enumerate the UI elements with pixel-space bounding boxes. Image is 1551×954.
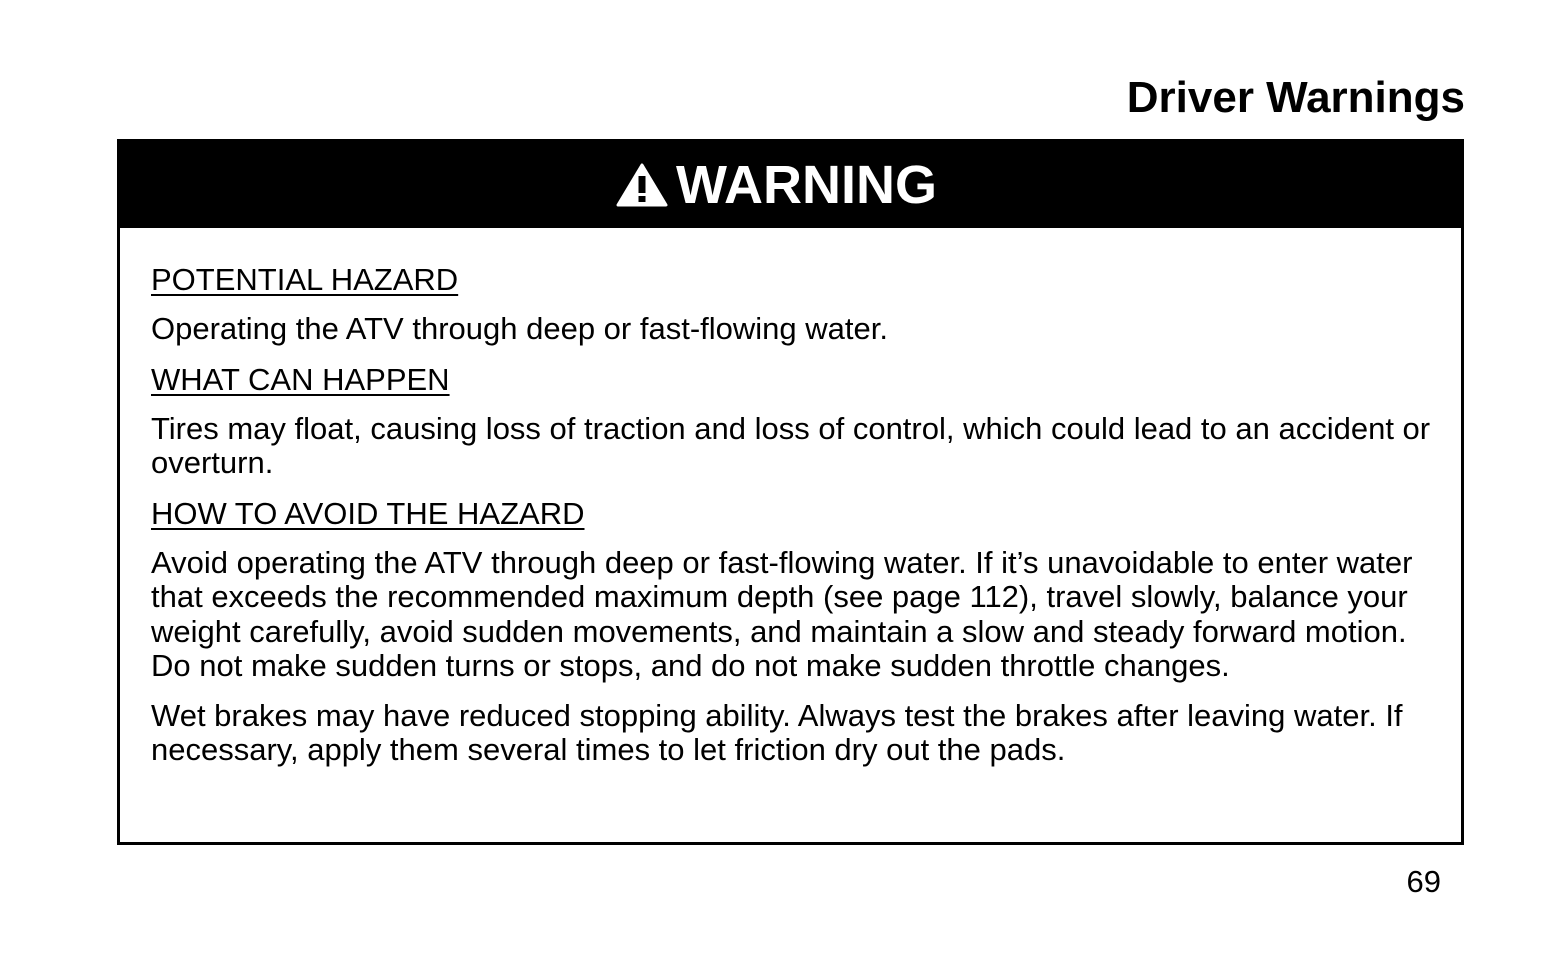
how-to-avoid-text: Avoid operating the ATV through deep or fast-flowing water. If it’s unavoidable to enter water that exceeds the recommended maximum depth (see page 112), travel slowly, balance your weight carefully, avoid sudden movements, and maintain a slow and steady forward motion. Do not make sudden turns or stops, and do not make sudden throttle changes. bbox=[151, 544, 1413, 683]
potential-hazard-heading: POTENTIAL HAZARD bbox=[151, 262, 459, 297]
page-number: 69 bbox=[1406, 864, 1441, 899]
warning-body bbox=[120, 228, 1461, 768]
warning-triangle-icon bbox=[616, 162, 668, 208]
warning-box bbox=[117, 139, 1464, 845]
warning-header bbox=[120, 142, 1461, 228]
section-title: Driver Warnings bbox=[1126, 73, 1465, 122]
wet-brakes-text: Wet brakes may have reduced stopping ability. Always test the brakes after leaving water. If necessary, apply them several times to let friction dry out the pads. bbox=[151, 697, 1403, 767]
how-to-avoid-heading: HOW TO AVOID THE HAZARD bbox=[151, 495, 585, 531]
what-can-happen-heading: WHAT CAN HAPPEN bbox=[151, 361, 450, 397]
potential-hazard-text: Operating the ATV through deep or fast-flowing water. bbox=[151, 311, 888, 346]
what-can-happen-text: Tires may float, causing loss of traction and loss of control, which could lead to an accident or overturn. bbox=[151, 410, 1431, 480]
warning-title: WARNING bbox=[676, 155, 937, 215]
